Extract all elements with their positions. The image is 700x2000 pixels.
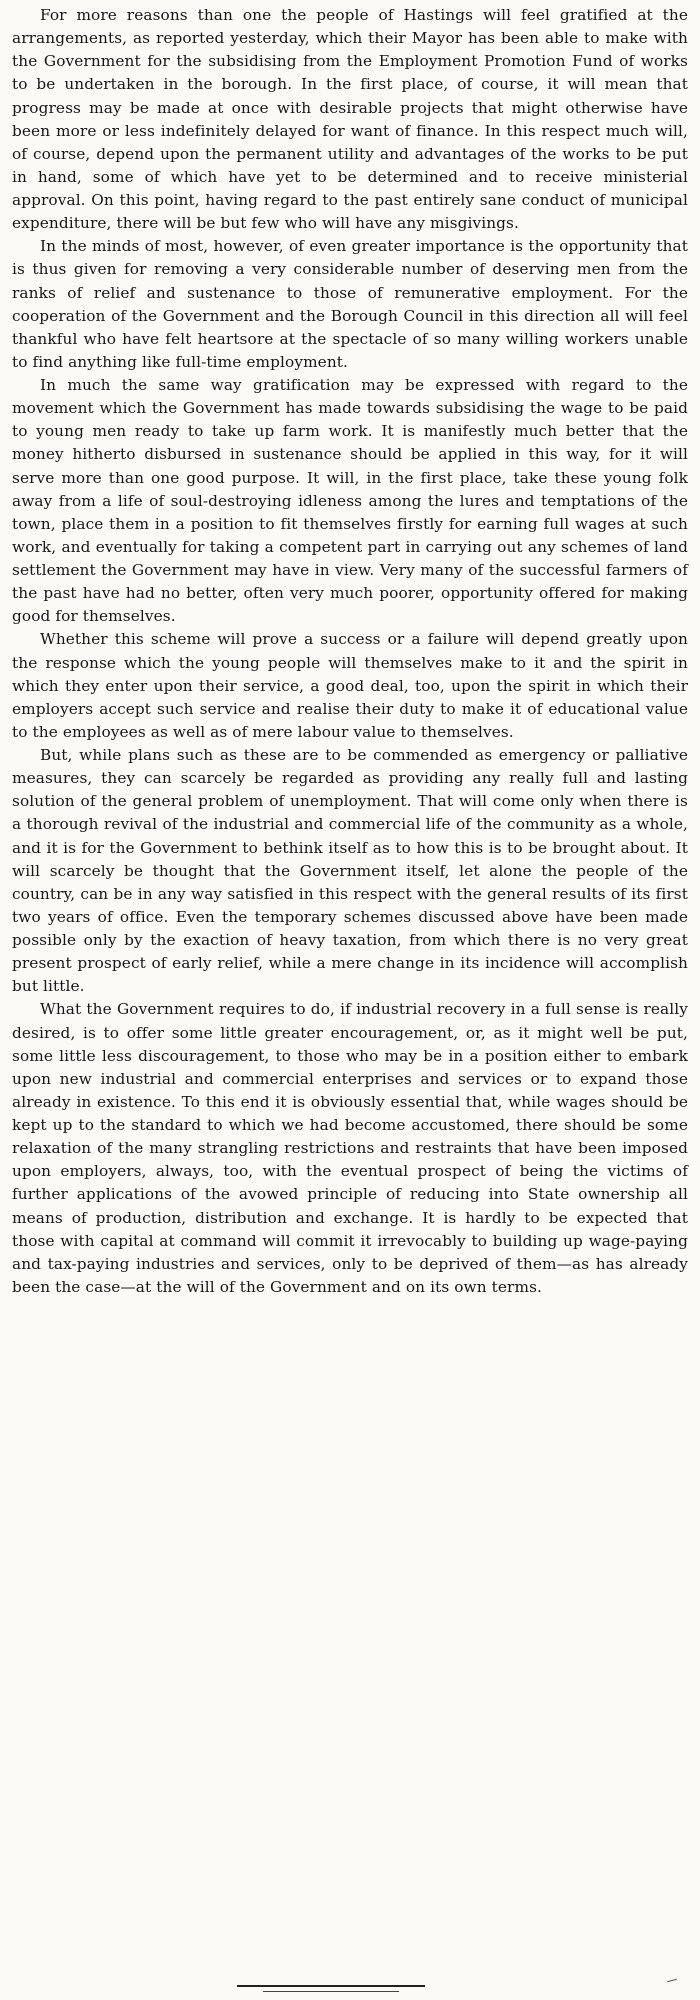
editorial-column (12, 4, 688, 1299)
paragraph-4: Whether this scheme will prove a success or a failure will depend greatly upon the response which the young people will themselves make to it and the spirit in which they enter upon their service, a good deal, too, upon the spirit in which their employers accept such service and realise their duty to make it of educational value to the employees as well as of mere labour value to themselves. (12, 630, 688, 741)
paragraph-6: What the Government requires to do, if industrial recovery in a full sense is really desired, is to offer some little greater encouragement, or, as it might well be put, some little less discouragement, to those who may be in a position either to embark upon new industrial and commercial enterprises and services or to expand those already in existence. To this end it is obviously essential that, while wages should be kept up to the standard to which we had become accustomed, there should be some relaxation of the many strangling restrictions and restraints that have been imposed upon employers, always, too, with the eventual prospect of being the victims of further applications of the avowed principle of reducing into State ownership all means of production, distribution and exchange. It is hardly to be expected that those with capital at command will commit it irrevocably to building up wage-paying and tax-paying industries and services, only to be deprived of them—as has already been the case—at the will of the Government and on its own terms. (12, 1000, 688, 1296)
end-of-article-rule-secondary (263, 1991, 399, 1992)
paragraph-3: In much the same way gratification may be expressed with regard to the movement which the Government has made towards subsidising the wage to be paid to young men ready to take up farm work. It is manifestly much better that the money hitherto disbursed in sustenance should be applied in this way, for it will serve more than one good purpose. It will, in the first place, take these young folk away from a life of soul-destroying idleness among the lures and temptations of the town, place them in a position to fit themselves firstly for earning full wages at such work, and eventually for taking a competent part in carrying out any schemes of land settlement the Government may have in view. Very many of the successful farmers of the past have had no better, often very much poorer, opportunity offered for making good for themselves. (12, 376, 688, 626)
paragraph-5: But, while plans such as these are to be commended as emergency or palliative measures, they can scarcely be regarded as providing any really full and lasting solution of the general problem of unemployment. That will come only when there is a thorough revival of the industrial and commercial life of the community as a whole, and it is for the Government to bethink itself as to how this is to be brought about. It will scarcely be thought that the Government itself, let alone the people of the country, can be in any way satisfied in this respect with the general results of its first two years of office. Even the temporary schemes discussed above have been made possible only by the exaction of heavy taxation, from which there is no very great present prospect of early relief, while a mere change in its incidence will accomplish but little. (12, 746, 688, 996)
paragraph-1: For more reasons than one the people of Hastings will feel gratified at the arrangements, as reported yesterday, which their Mayor has been able to make with the Government for the subsidising from the Employment Promotion Fund of works to be undertaken in the borough. In the first place, of course, it will mean that progress may be made at once with desirable projects that might otherwise have been more or less indefinitely delayed for want of finance. In this respect much will, of course, depend upon the permanent utility and advantages of the works to be put in hand, some of which have yet to be determined and to receive ministerial approval. On this point, having regard to the past entirely sane conduct of municipal expenditure, there will be but few who will have any misgivings. (12, 6, 688, 233)
end-of-article-rule (237, 1985, 425, 1987)
paragraph-2: In the minds of most, however, of even greater importance is the opportunity that is thus given for removing a very considerable number of deserving men from the ranks of relief and sustenance to those of remunerative employment. For the cooperation of the Government and the Borough Council in this direction all will feel thankful who have felt heartsore at the spectacle of so many willing workers unable to find anything like full-time employment. (12, 237, 688, 371)
page-edge-mark (667, 1979, 677, 1983)
